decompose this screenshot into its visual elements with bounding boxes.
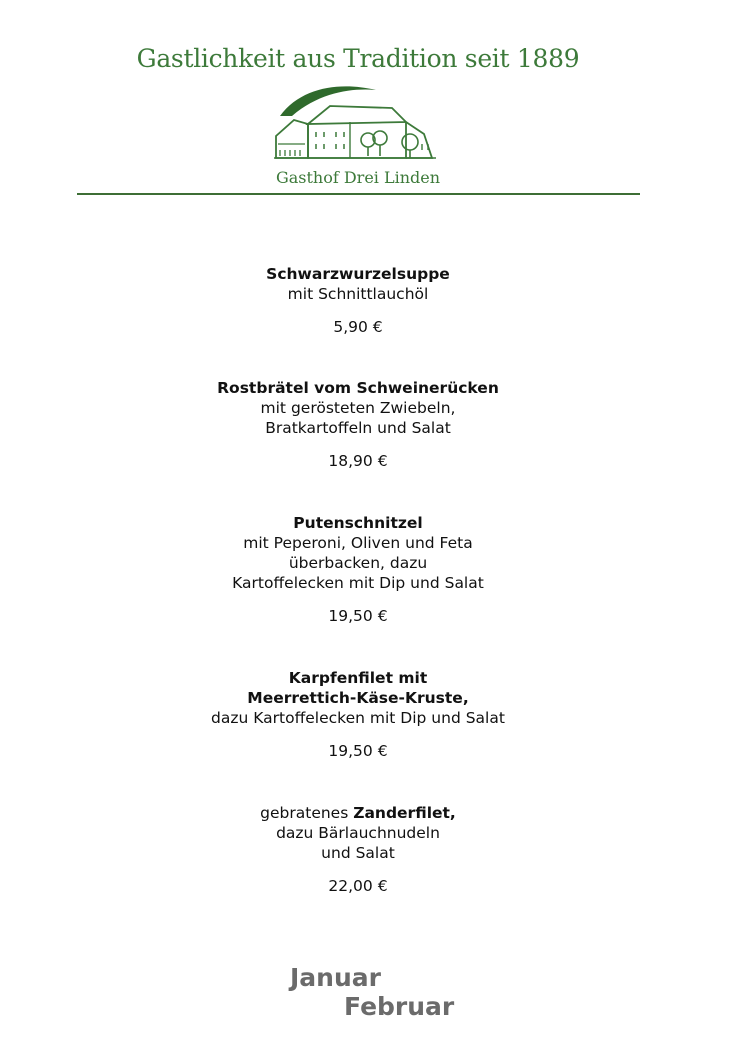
dish-price: 19,50 € — [328, 607, 388, 625]
dish-price: 5,90 € — [333, 318, 383, 336]
dish-price: 22,00 € — [328, 877, 388, 895]
dish-description: und Salat — [321, 844, 395, 862]
dish-name: Putenschnitzel — [293, 514, 423, 532]
dish-description: mit Peperoni, Oliven und Feta — [243, 534, 473, 552]
dish-title-line — [0, 803, 716, 823]
dish-name: Meerrettich-Käse-Kruste, — [247, 689, 469, 707]
inn-building-logo-icon — [272, 78, 442, 162]
tagline: Gastlichkeit aus Tradition seit 1889 — [136, 44, 580, 73]
season-month-february: Februar — [344, 992, 455, 1021]
dish-name: Schwarzwurzelsuppe — [266, 265, 450, 283]
dish-description: Kartoffelecken mit Dip und Salat — [232, 574, 484, 592]
season-month-january: Januar — [290, 963, 381, 992]
dish-description: dazu Bärlauchnudeln — [276, 824, 440, 842]
menu-item — [0, 668, 716, 761]
menu-item — [0, 264, 716, 337]
menu-item — [0, 803, 716, 896]
dish-description: mit Schnittlauchöl — [287, 285, 429, 303]
dish-prefix: gebratenes — [260, 804, 354, 822]
menu-item — [0, 378, 716, 471]
dish-price: 18,90 € — [328, 452, 388, 470]
menu-item — [0, 513, 716, 626]
dish-description: überbacken, dazu — [288, 554, 428, 572]
dish-name: Karpfenfilet mit — [288, 669, 428, 687]
dish-description: Bratkartoffeln und Salat — [265, 419, 451, 437]
header-divider — [77, 193, 640, 195]
menu-header — [0, 0, 740, 200]
dish-description: mit gerösteten Zwiebeln, — [260, 399, 456, 417]
inn-name: Gasthof Drei Linden — [275, 168, 441, 187]
dish-price: 19,50 € — [328, 742, 388, 760]
dish-description: dazu Kartoffelecken mit Dip und Salat — [211, 709, 505, 727]
dish-name: Zanderfilet, — [353, 804, 456, 822]
dish-name: Rostbrätel vom Schweinerücken — [217, 379, 499, 397]
